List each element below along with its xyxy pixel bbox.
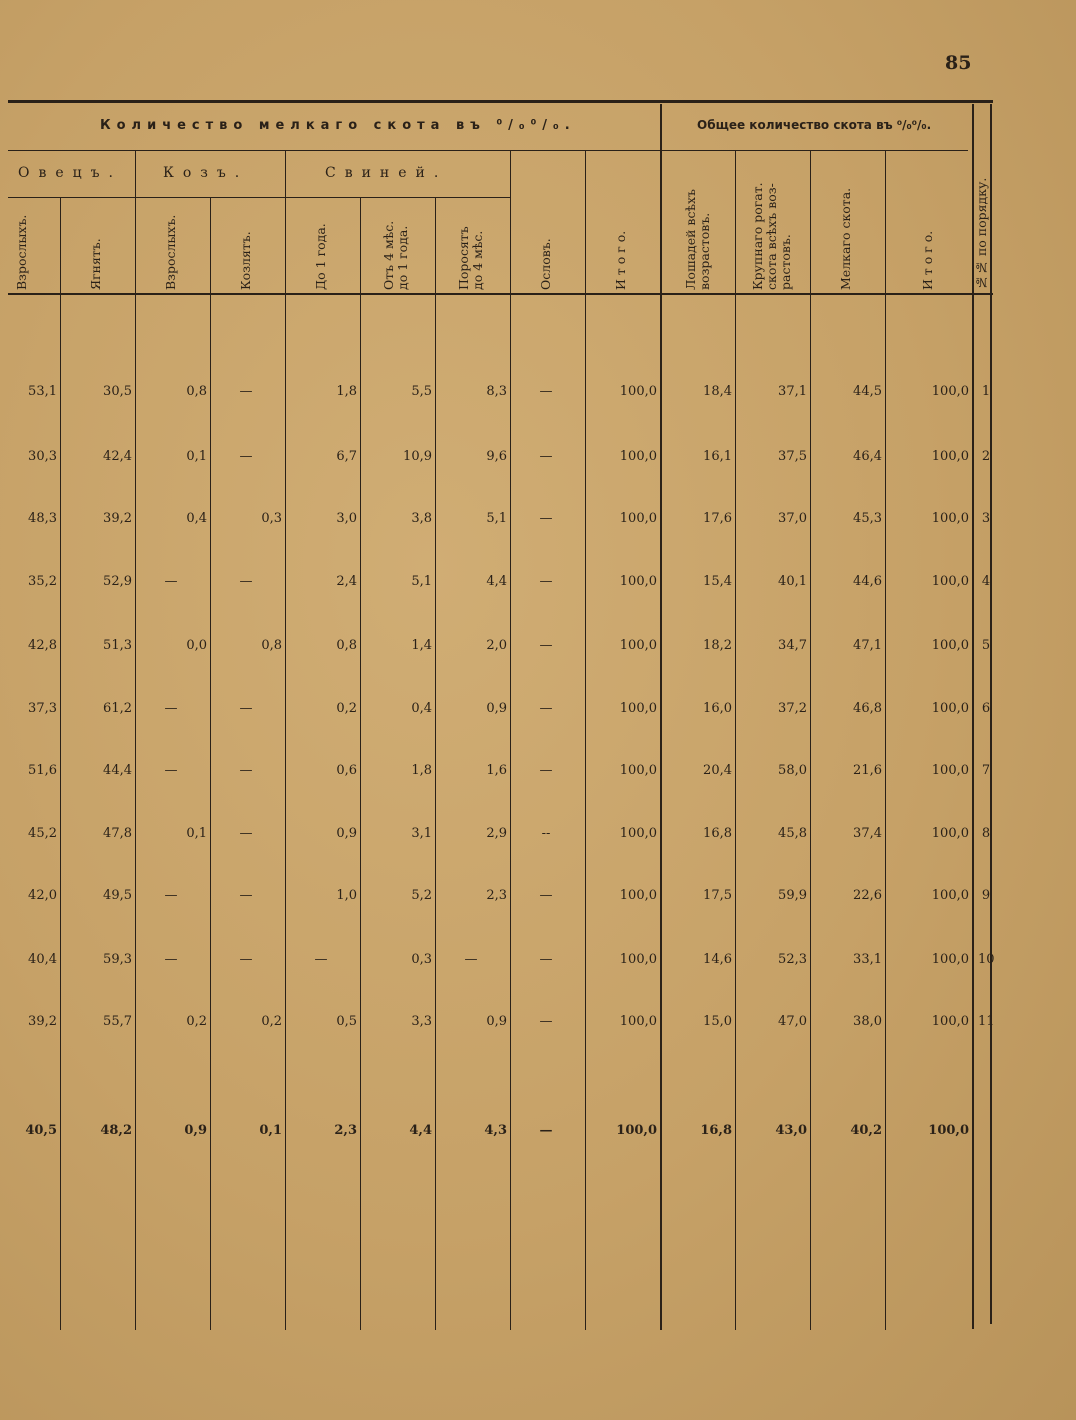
row-number: 5 [981,638,991,653]
table-cell: 100,0 [619,574,657,589]
table-cell: 6,7 [336,449,357,464]
table-cell: 2,0 [486,638,507,653]
total-cell: 40,2 [850,1123,882,1138]
column-header: Взрослыхъ. [14,214,29,290]
table-cell: 39,2 [28,1014,57,1029]
table-cell: 15,0 [703,1014,732,1029]
column-header: Мелкаго скота. [838,187,853,290]
table-cell: — [539,511,553,526]
table-cell: — [239,952,253,967]
total-cell: 100,0 [616,1123,657,1138]
table-cell: 8,3 [486,384,507,399]
table-cell: 16,1 [703,449,732,464]
table-cell: 0,8 [186,384,207,399]
total-cell: 16,8 [700,1123,732,1138]
table-cell: 37,3 [28,701,57,716]
table-cell: — [539,574,553,589]
table-cell: 33,1 [853,952,882,967]
table-cell: 15,4 [703,574,732,589]
table-cell: 3,1 [411,826,432,841]
table-cell: 42,0 [28,888,57,903]
table-cell: 34,7 [778,638,807,653]
table-cell: — [164,952,178,967]
table-cell: 2,4 [336,574,357,589]
group-label: Козъ. [163,165,249,181]
table-cell: 16,8 [703,826,732,841]
total-cell: 40,5 [25,1123,57,1138]
total-cell: 2,3 [334,1123,357,1138]
table-cell: 35,2 [28,574,57,589]
table-cell: — [164,574,178,589]
table-cell: 53,1 [28,384,57,399]
column-divider [285,151,286,1330]
table-cell: 0,2 [336,701,357,716]
column-header: Отъ 4 мѣс. до 1 года. [381,220,410,290]
table-cell: 47,0 [778,1014,807,1029]
table-cell: 100,0 [619,1014,657,1029]
table-cell: — [464,952,478,967]
table-cell: 39,2 [103,511,132,526]
column-divider [585,151,586,1330]
table-cell: 46,8 [853,701,882,716]
table-cell: 100,0 [931,1014,969,1029]
table-cell: 100,0 [931,701,969,716]
table-cell: 0,2 [261,1014,282,1029]
table-cell: 1,6 [486,763,507,778]
table-cell: 48,3 [28,511,57,526]
table-cell: — [239,384,253,399]
table-cell: 18,2 [703,638,732,653]
total-cell: 48,2 [100,1123,132,1138]
table-cell: 37,0 [778,511,807,526]
table-cell: 100,0 [931,574,969,589]
row-number: 2 [981,449,991,464]
table-cell: 100,0 [619,763,657,778]
table-cell: 42,8 [28,638,57,653]
table-cell: — [239,574,253,589]
table-cell: 100,0 [619,511,657,526]
table-cell: 10,9 [403,449,432,464]
row-number: 6 [981,701,991,716]
table-cell: 100,0 [619,384,657,399]
group-label: Овецъ. [18,165,123,181]
table-cell: 37,2 [778,701,807,716]
table-cell: 1,4 [411,638,432,653]
table-cell: — [539,384,553,399]
table-cell: 51,6 [28,763,57,778]
table-cell: 0,3 [411,952,432,967]
table-cell: 0,0 [186,638,207,653]
table-cell: 0,4 [411,701,432,716]
table-cell: 46,4 [853,449,882,464]
table-cell: 2,3 [486,888,507,903]
table-cell: 100,0 [619,952,657,967]
row-number: 10 [978,952,995,967]
table-cell: 52,3 [778,952,807,967]
total-cell: — [539,1123,553,1138]
table-cell: — [539,1014,553,1029]
table-cell: 5,1 [411,574,432,589]
table-cell: 100,0 [931,763,969,778]
group-label: Свиней. [325,165,448,181]
table-cell: 17,6 [703,511,732,526]
table-cell: 37,5 [778,449,807,464]
table-cell: — [314,952,328,967]
table-cell: 40,1 [778,574,807,589]
column-divider [510,151,511,1330]
row-number: 7 [981,763,991,778]
column-header: Ословъ. [538,238,553,290]
table-cell: 100,0 [931,826,969,841]
table-cell: 3,0 [336,511,357,526]
column-header: Ягнятъ. [88,238,103,290]
table-cell: 0,6 [336,763,357,778]
table-cell: 0,8 [261,638,282,653]
column-header: До 1 года. [313,223,328,290]
table-cell: 30,5 [103,384,132,399]
page-number: 85 [945,52,972,74]
table-cell: 0,3 [261,511,282,526]
row-number: 1 [981,384,991,399]
column-divider [885,151,886,1330]
table-cell: 20,4 [703,763,732,778]
column-header: И т о г о. [613,230,628,290]
row-number: 8 [981,826,991,841]
table-cell: — [164,763,178,778]
table-cell: -- [541,826,551,841]
table-cell: 5,5 [411,384,432,399]
table-cell: 0,4 [186,511,207,526]
table-cell: 47,8 [103,826,132,841]
table-cell: 17,5 [703,888,732,903]
table-cell: 14,6 [703,952,732,967]
top-rule [8,100,993,103]
row-number: 4 [981,574,991,589]
column-divider [135,151,136,1330]
table-cell: 100,0 [619,638,657,653]
table-cell: 5,2 [411,888,432,903]
total-cell: 43,0 [775,1123,807,1138]
table-cell: 22,6 [853,888,882,903]
table-cell: 59,9 [778,888,807,903]
table-cell: 100,0 [931,638,969,653]
table-cell: 30,3 [28,449,57,464]
table-cell: 3,3 [411,1014,432,1029]
column-header: Поросятъ до 4 мѣс. [456,226,485,290]
table-cell: 47,1 [853,638,882,653]
total-cell: 4,4 [409,1123,432,1138]
table-cell: 49,5 [103,888,132,903]
subgroup-rule-sheep [8,197,135,198]
table-cell: 1,8 [336,384,357,399]
column-divider [660,104,662,1330]
table-cell: — [539,701,553,716]
column-header: Козлятъ. [238,231,253,290]
table-cell: 37,4 [853,826,882,841]
total-cell: 0,1 [259,1123,282,1138]
table-cell: — [239,763,253,778]
column-header: Крупнаго рогат. скота всѣхъ воз- растовъ. [750,182,793,290]
table-cell: 5,1 [486,511,507,526]
table-cell: 59,3 [103,952,132,967]
table-cell: 55,7 [103,1014,132,1029]
column-header: №№ по порядку. [974,177,989,290]
table-cell: 1,0 [336,888,357,903]
total-cell: 100,0 [928,1123,969,1138]
small-stock-title: Количество мелкаго скота въ ⁰/₀⁰/₀. [100,118,576,133]
table-cell: 100,0 [619,826,657,841]
table-cell: 44,5 [853,384,882,399]
table-cell: 0,9 [336,826,357,841]
group-rule [8,150,968,151]
table-cell: 100,0 [931,888,969,903]
table-cell: 100,0 [931,449,969,464]
table-cell: 45,8 [778,826,807,841]
table-cell: — [539,952,553,967]
table-cell: 100,0 [619,888,657,903]
table-cell: 45,2 [28,826,57,841]
table-cell: 0,9 [486,1014,507,1029]
column-header: Лошадей всѣхъ возрастовъ. [683,188,712,290]
row-number: 9 [981,888,991,903]
table-cell: — [539,888,553,903]
table-cell: — [539,638,553,653]
table-cell: 51,3 [103,638,132,653]
table-cell: — [239,701,253,716]
table-cell: — [539,763,553,778]
table-cell: 2,9 [486,826,507,841]
table-cell: 61,2 [103,701,132,716]
table-cell: 18,4 [703,384,732,399]
table-cell: 0,1 [186,449,207,464]
table-cell: 42,4 [103,449,132,464]
table-cell: 52,9 [103,574,132,589]
row-number: 3 [981,511,991,526]
table-cell: 37,1 [778,384,807,399]
table-cell: 100,0 [931,511,969,526]
table-cell: — [539,449,553,464]
table-cell: 21,6 [853,763,882,778]
table-cell: 100,0 [619,701,657,716]
table-cell: 100,0 [619,449,657,464]
table-cell: 44,6 [853,574,882,589]
column-divider [735,151,736,1330]
table-cell: 9,6 [486,449,507,464]
table-cell: 44,4 [103,763,132,778]
table-cell: — [239,449,253,464]
table-cell: 0,1 [186,826,207,841]
table-cell: 4,4 [486,574,507,589]
column-header: И т о г о. [920,230,935,290]
table-cell: 100,0 [931,384,969,399]
table-cell: 0,9 [486,701,507,716]
column-header: Взрослыхъ. [163,214,178,290]
table-cell: — [239,888,253,903]
table-cell: 40,4 [28,952,57,967]
table-cell: 16,0 [703,701,732,716]
table-cell: 100,0 [931,952,969,967]
subgroup-rule-pigs [285,197,510,198]
table-cell: 0,5 [336,1014,357,1029]
table-cell: 45,3 [853,511,882,526]
table-cell: 1,8 [411,763,432,778]
total-stock-title: Общее количество скота въ ⁰/₀⁰/₀. [697,118,932,132]
table-cell: — [239,826,253,841]
table-cell: — [164,888,178,903]
header-bottom-rule [8,293,993,295]
column-divider [810,151,811,1330]
total-cell: 4,3 [484,1123,507,1138]
table-cell: 58,0 [778,763,807,778]
table-cell: 0,2 [186,1014,207,1029]
table-cell: 38,0 [853,1014,882,1029]
total-cell: 0,9 [184,1123,207,1138]
table-cell: 3,8 [411,511,432,526]
table-cell: 0,8 [336,638,357,653]
row-number: 11 [978,1014,995,1029]
table-cell: — [164,701,178,716]
